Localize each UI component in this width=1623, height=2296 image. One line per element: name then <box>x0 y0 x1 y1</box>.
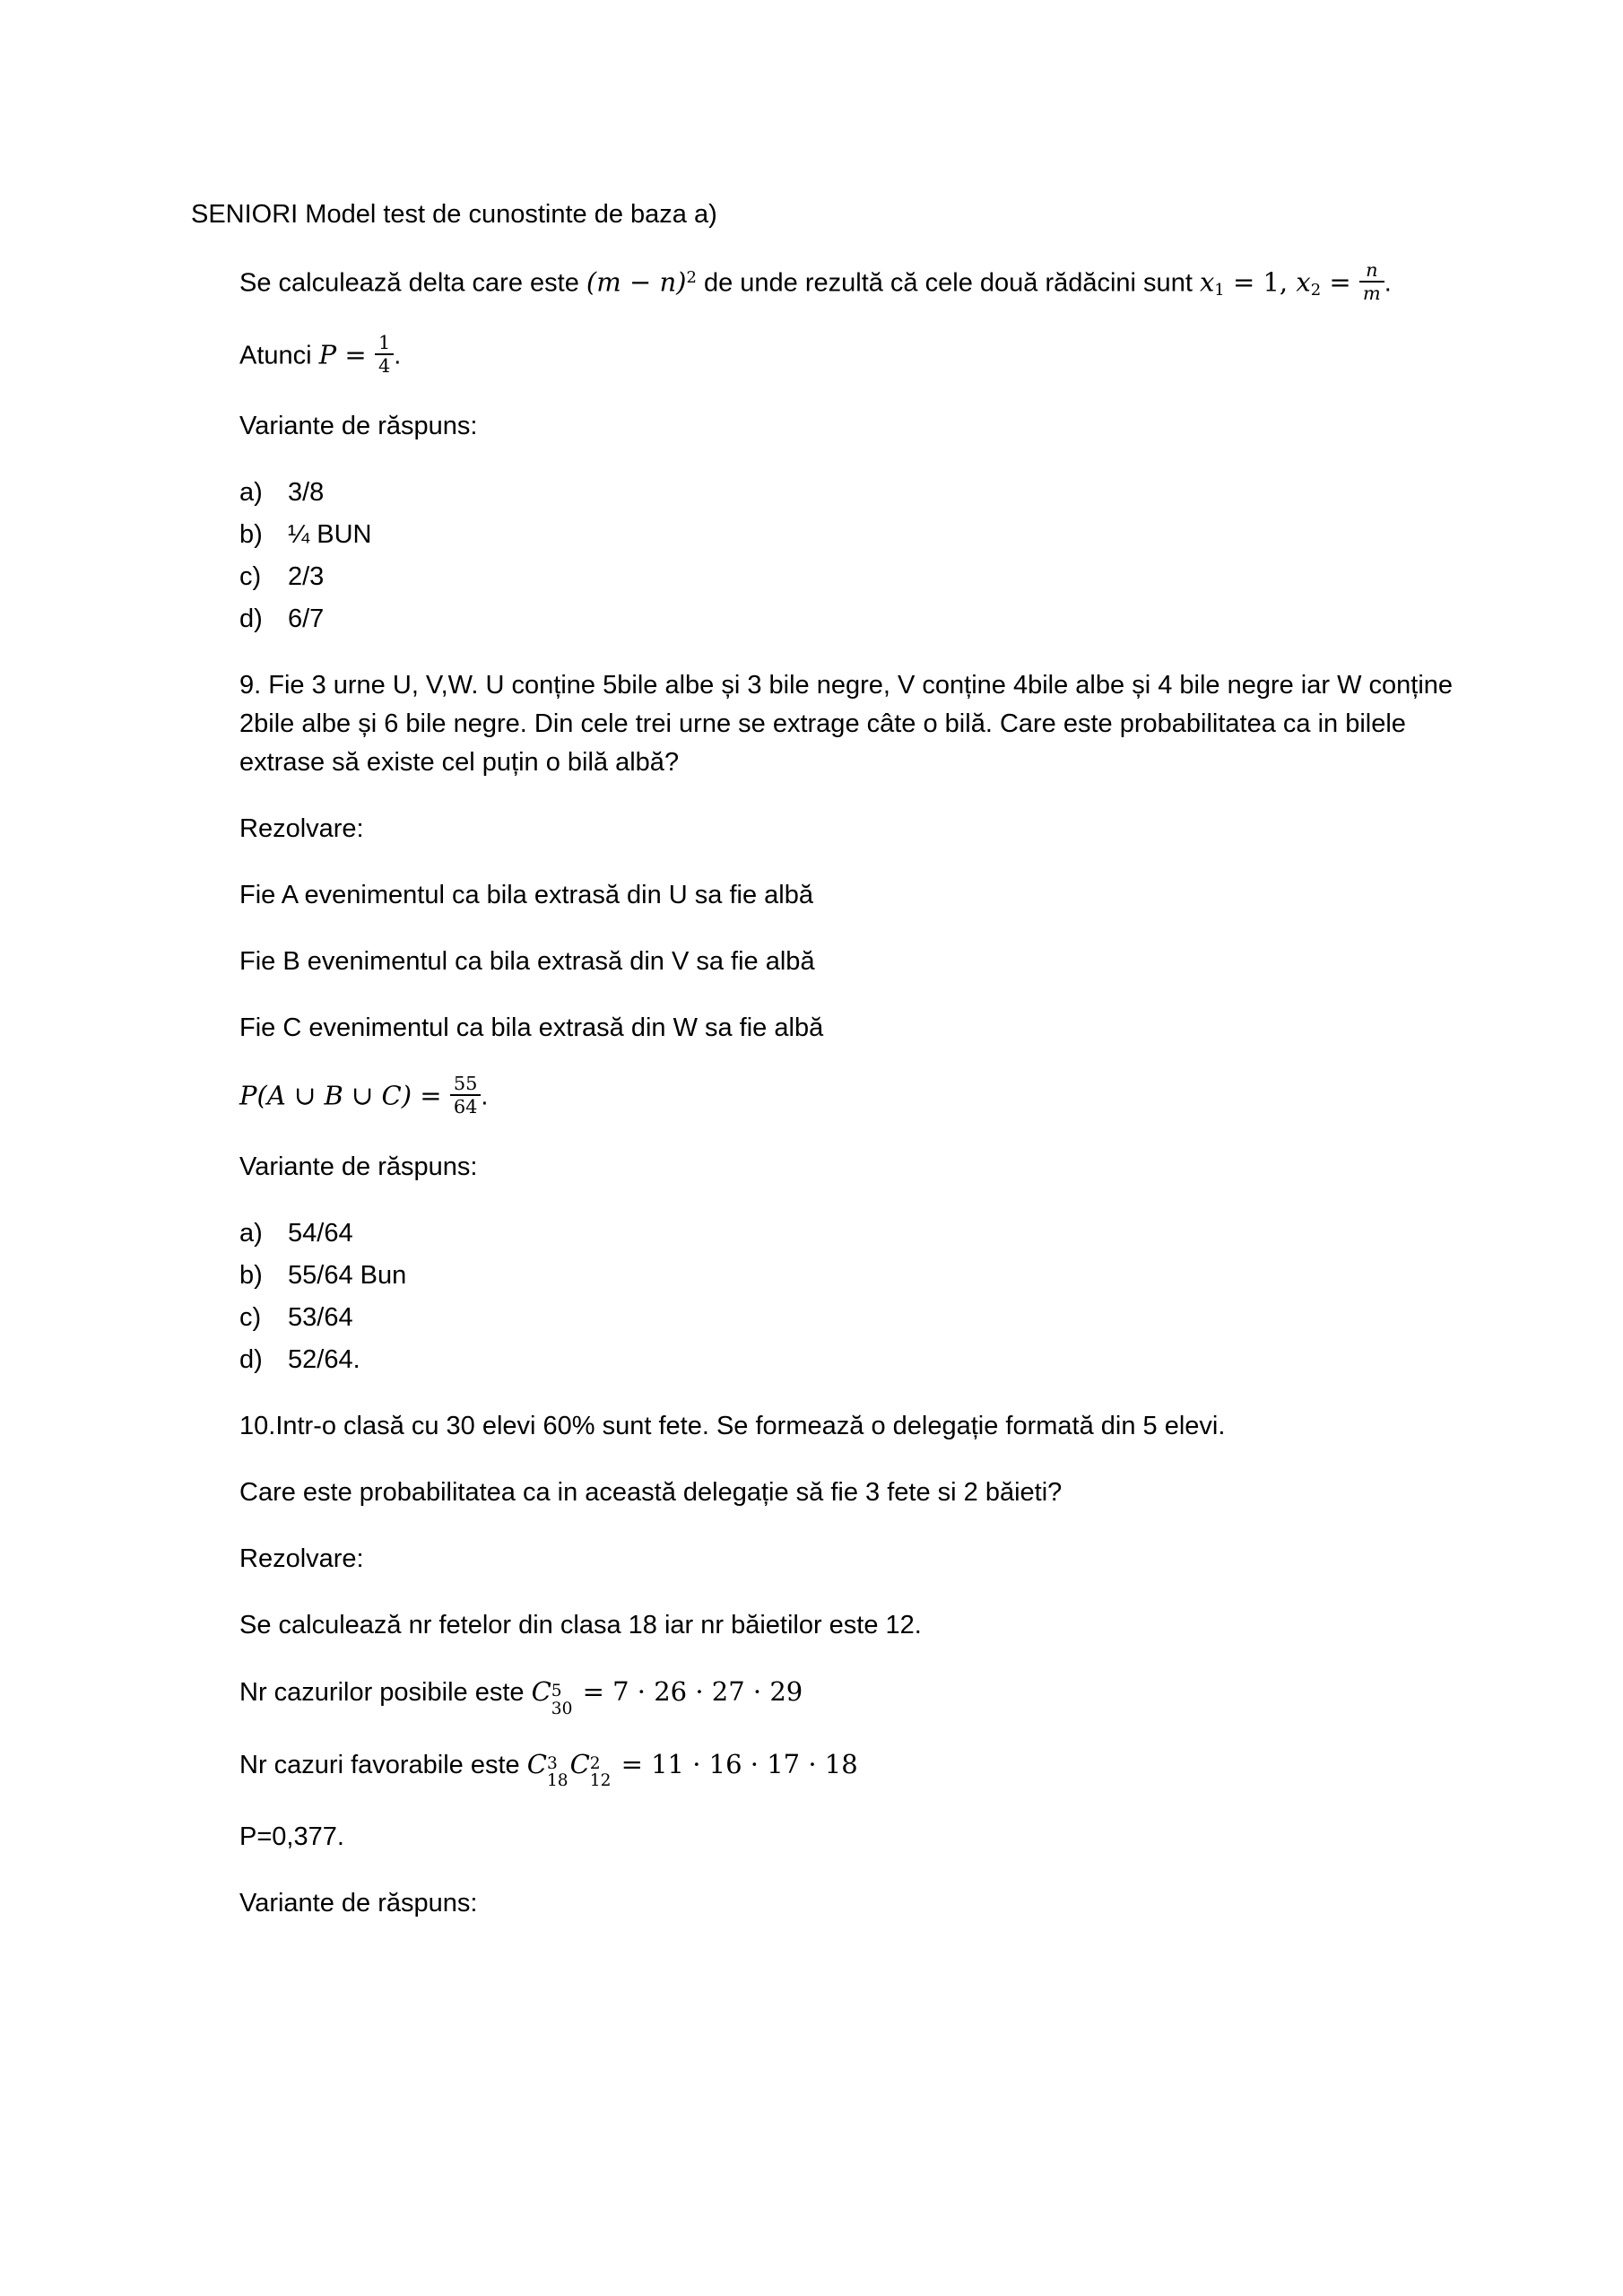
math-variable-x2: x <box>1296 266 1311 298</box>
fraction-denominator: m <box>1359 281 1384 304</box>
option-item <box>239 474 1486 512</box>
q9-rezolvare-label: Rezolvare: <box>239 814 364 843</box>
q9-variants-label: Variante de răspuns: <box>239 1152 478 1181</box>
math-run: = 1, <box>1224 266 1297 298</box>
math-run: = <box>412 1080 450 1111</box>
page-title: SENIORI Model test de cunostinte de baza a) <box>191 200 717 229</box>
math-run: = <box>336 339 375 370</box>
combination-superscript: 3 <box>546 1754 558 1773</box>
text-run: . <box>394 341 402 370</box>
combination-scripts <box>547 1755 568 1790</box>
option-item <box>239 558 1486 596</box>
math-variable-x1: x <box>1199 266 1215 298</box>
math-subscript: 1 <box>1214 281 1225 300</box>
fraction-55-over-64 <box>450 1073 482 1118</box>
option-text: 54/64 <box>288 1219 353 1248</box>
combination-subscript: 30 <box>551 1699 573 1718</box>
option-marker: c) <box>239 1303 262 1332</box>
fraction-numerator: 1 <box>378 332 391 353</box>
option-marker: b) <box>239 1261 263 1290</box>
q8-atunci-paragraph <box>239 332 1486 379</box>
combination-scripts <box>551 1683 573 1718</box>
q10-statement-2: Care este probabilitatea ca in această delegație să fie 3 fete si 2 băieti? <box>239 1478 1063 1507</box>
q9-statement: 9. Fie 3 urne U, V,W. U conține 5bile albe și 3 bile negre, V conține 4bile albe și 4 bile negre iar W conține 2bile albe și 6 bile negre. Din cele trei urne se extrage câte o bilă. Care este probabilitatea ca in bilele extrase să existe cel puțin o bilă albă? <box>239 671 1454 777</box>
q9-event-b: Fie B evenimentul ca bila extrasă din V sa fie albă <box>239 947 815 976</box>
option-item <box>239 1257 1486 1295</box>
option-text: 2/3 <box>288 562 325 591</box>
combination-subscript: 18 <box>546 1771 568 1791</box>
combination-superscript: 2 <box>589 1754 601 1773</box>
math-run: = 7 · 26 · 27 · 29 <box>574 1676 803 1707</box>
fraction-denominator: 64 <box>450 1094 482 1118</box>
option-item <box>239 1341 1486 1379</box>
option-marker: a) <box>239 1219 263 1248</box>
text-run: . <box>481 1082 489 1111</box>
q10-rezolvare-label: Rezolvare: <box>239 1544 364 1573</box>
q8-delta-paragraph <box>239 259 1486 307</box>
option-text: 53/64 <box>288 1303 353 1332</box>
text-run: de unde rezultă că cele două rădăcini sunt <box>696 268 1200 298</box>
text-run: . <box>1384 268 1392 298</box>
text-run: Atunci <box>239 341 319 370</box>
option-text: 52/64. <box>288 1345 360 1374</box>
q10-counts-line: Se calculează nr fetelor din clasa 18 iar nr băietilor este 12. <box>239 1611 922 1639</box>
q8-variants-label: Variante de răspuns: <box>239 412 478 440</box>
option-item <box>239 600 1486 639</box>
combination-subscript: 12 <box>589 1771 612 1791</box>
math-union-lhs: P(A ∪ B ∪ C) <box>239 1080 412 1111</box>
option-text: 6/7 <box>288 604 325 633</box>
q8-options-list <box>239 474 1486 639</box>
q9-union-formula <box>239 1075 1486 1120</box>
math-subscript: 2 <box>1310 281 1322 300</box>
math-exponent: 2 <box>686 267 697 287</box>
text-run: Se calculează delta care este <box>239 268 586 298</box>
q10-probability-result: P=0,377. <box>239 1822 344 1851</box>
option-text: 3/8 <box>288 478 325 507</box>
fraction-numerator: n <box>1366 259 1378 281</box>
option-text: 55/64 Bun <box>288 1261 407 1290</box>
math-combination-C: C <box>526 1748 547 1779</box>
math-expression: (m − n) <box>586 266 687 298</box>
q10-statement-1: 10.Intr-o clasă cu 30 elevi 60% sunt fete. Se formează o delegație formată din 5 elevi. <box>239 1412 1226 1440</box>
combination-superscript: 5 <box>551 1682 562 1701</box>
q10-possible-cases-line <box>239 1673 1486 1718</box>
q10-variants-label: Variante de răspuns: <box>239 1888 478 1918</box>
q9-event-a: Fie A evenimentul ca bila extrasă din U sa fie albă <box>239 881 813 909</box>
math-run: = 11 · 16 · 17 · 18 <box>612 1748 858 1779</box>
fraction-numerator: 55 <box>453 1073 478 1094</box>
text-run: Nr cazurilor posibile este <box>239 1678 532 1707</box>
option-text: ¼ BUN <box>288 520 372 549</box>
fraction-n-over-m <box>1359 259 1384 304</box>
option-item <box>239 1299 1486 1337</box>
option-item <box>239 1214 1486 1253</box>
math-run: = <box>1321 266 1359 298</box>
fraction-denominator: 4 <box>375 353 394 377</box>
fraction-1-over-4 <box>375 332 394 377</box>
math-variable-P: P <box>318 339 337 370</box>
option-marker: a) <box>239 478 263 507</box>
q10-favorable-cases-line <box>239 1745 1486 1790</box>
q9-options-list <box>239 1214 1486 1379</box>
option-marker: c) <box>239 562 262 591</box>
combination-scripts <box>590 1755 612 1790</box>
math-combination-C: C <box>531 1676 551 1707</box>
option-item <box>239 516 1486 554</box>
q9-event-c: Fie C evenimentul ca bila extrasă din W sa fie albă <box>239 1013 824 1042</box>
text-run: Nr cazuri favorabile este <box>239 1750 527 1779</box>
option-marker: d) <box>239 604 263 633</box>
math-combination-C: C <box>569 1748 590 1779</box>
option-marker: d) <box>239 1345 263 1374</box>
option-marker: b) <box>239 520 263 549</box>
